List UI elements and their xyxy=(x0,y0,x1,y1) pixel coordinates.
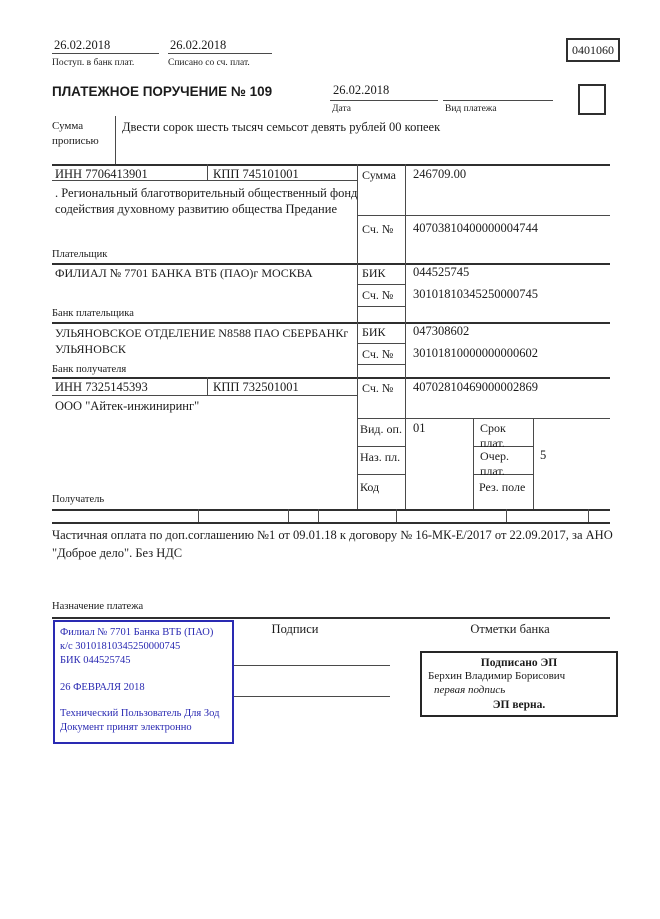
bank-stamp-bik: БИК 044525745 xyxy=(60,654,131,666)
grid-line-h xyxy=(357,418,610,419)
grid-line-h xyxy=(357,343,405,344)
payment-kind-label: Вид платежа xyxy=(445,104,497,114)
grid-line-h xyxy=(52,164,610,166)
operation-type-label: Вид. оп. xyxy=(360,422,402,436)
grid-line-h xyxy=(357,446,405,447)
grid-line-h xyxy=(357,215,610,216)
payer-inn: ИНН 7706413901 xyxy=(55,167,148,181)
payee-kpp: КПП 732501001 xyxy=(213,380,299,394)
payer-bank-account: 30101810345250000745 xyxy=(413,287,538,301)
payer-bank-label: Банк плательщика xyxy=(52,308,134,319)
bank-stamp-spacer xyxy=(60,694,227,707)
payment-kind-underline xyxy=(443,100,553,101)
payee-account-label: Сч. № xyxy=(362,381,394,395)
esign-signer-name: Берхин Владимир Борисович xyxy=(428,670,566,683)
payer-bank-account-label: Сч. № xyxy=(362,288,394,302)
payer-name: . Региональный благотворительный общественный фонд содействия духовному развитию общества Предание xyxy=(55,186,358,216)
priority-label: Очер. плат. xyxy=(480,449,510,478)
grid-line-v xyxy=(396,509,397,522)
signature-line-2 xyxy=(232,696,390,697)
grid-line-v xyxy=(207,164,208,180)
date-underline xyxy=(330,100,438,101)
grid-line-v xyxy=(198,509,199,522)
payee-label: Получатель xyxy=(52,494,105,505)
payee-bank-label: Банк получателя xyxy=(52,364,127,375)
esign-signature-kind: первая подпись xyxy=(434,684,506,697)
amount-value: 246709.00 xyxy=(413,167,467,181)
grid-line-v xyxy=(533,418,534,509)
amount-label: Сумма xyxy=(362,168,396,182)
bank-stamp-user: Технический Пользователь Для Зод xyxy=(60,708,220,720)
grid-line-v xyxy=(506,509,507,522)
received-date: 26.02.2018 xyxy=(54,38,111,52)
payment-term-label: Срок плат. xyxy=(480,421,506,450)
purpose-label: Назначение платежа xyxy=(52,601,144,612)
amount-words-value: Двести сорок шесть тысяч семьсот девять рублей 00 копеек xyxy=(122,120,441,134)
purpose-text: Частичная оплата по доп.соглашению №1 от 09.01.18 к договору № 16-МК-Е/2017 от 22.09.2017, за АНО "Доброе дело". Без НДС xyxy=(52,528,613,560)
bank-stamp xyxy=(53,620,234,744)
payee-bank-name: УЛЬЯНОВСКОЕ ОТДЕЛЕНИЕ N8588 ПАО СБЕРБАНКг УЛЬЯНОВСК xyxy=(55,326,349,357)
date-label: Дата xyxy=(332,104,351,114)
grid-line-h xyxy=(357,474,405,475)
form-code: 0401060 xyxy=(572,43,614,57)
payee-name: ООО "Айтек-инжиниринг" xyxy=(55,399,200,413)
payer-kpp: КПП 745101001 xyxy=(213,167,299,181)
form-code-box xyxy=(566,38,620,62)
grid-line-h xyxy=(52,322,610,324)
bank-stamp-branch: Филиал № 7701 Банка ВТБ (ПАО) xyxy=(60,627,214,638)
esign-stamp xyxy=(420,651,618,717)
grid-line-v xyxy=(318,509,319,522)
payer-bank-name: ФИЛИАЛ № 7701 БАНКА ВТБ (ПАО)г МОСКВА xyxy=(55,266,313,280)
grid-line-v xyxy=(405,164,406,509)
written-off-date-underline xyxy=(168,53,272,54)
payer-bank-bik: 044525745 xyxy=(413,265,470,279)
grid-line-h xyxy=(52,617,610,619)
payer-label: Плательщик xyxy=(52,249,108,260)
payer-account-label: Сч. № xyxy=(362,222,394,236)
grid-line-v xyxy=(207,377,208,395)
purpose-code-label: Наз. пл. xyxy=(360,450,401,464)
grid-line-v xyxy=(588,509,589,522)
payee-bank-account: 30101810000000000602 xyxy=(413,346,538,360)
signature-line-1 xyxy=(232,665,390,666)
payment-kind-box xyxy=(578,84,606,115)
bank-stamp-corr-account: к/с 30101810345250000745 xyxy=(60,640,181,652)
written-off-date-label: Списано со сч. плат. xyxy=(168,58,250,68)
payee-inn: ИНН 7325145393 xyxy=(55,380,148,394)
amount-words-label: Сумма прописью xyxy=(52,120,99,147)
grid-line-h xyxy=(52,263,610,265)
grid-line-h xyxy=(357,364,405,365)
grid-line-h xyxy=(52,377,610,379)
grid-line-h xyxy=(357,306,405,307)
priority-value: 5 xyxy=(540,448,547,462)
payer-bank-bik-label: БИК xyxy=(362,266,386,280)
received-date-underline xyxy=(52,53,159,54)
reserve-field-label: Рез. поле xyxy=(479,480,526,494)
written-off-date: 26.02.2018 xyxy=(170,38,227,52)
grid-line-h xyxy=(357,284,405,285)
payee-bank-bik-label: БИК xyxy=(362,325,386,339)
bank-stamp-date: 26 ФЕВРАЛЯ 2018 xyxy=(60,681,145,693)
code-label: Код xyxy=(360,480,380,494)
bank-marks-label: Отметки банка xyxy=(470,622,550,636)
amount-words-divider xyxy=(115,116,116,164)
grid-line-h xyxy=(52,509,610,511)
esign-validity: ЭП верна. xyxy=(492,698,546,711)
payee-bank-account-label: Сч. № xyxy=(362,347,394,361)
signatures-label: Подписи xyxy=(271,622,319,636)
bank-stamp-accepted: Документ принят электронно xyxy=(60,722,192,734)
operation-type-value: 01 xyxy=(413,421,426,435)
payer-account: 40703810400000004744 xyxy=(413,221,538,235)
grid-line-h xyxy=(52,522,610,524)
document-title: ПЛАТЕЖНОЕ ПОРУЧЕНИЕ № 109 xyxy=(52,84,273,99)
grid-line-v xyxy=(473,418,474,509)
bank-stamp-spacer xyxy=(60,668,227,681)
document-date: 26.02.2018 xyxy=(333,83,390,97)
payee-bank-bik: 047308602 xyxy=(413,324,470,338)
esign-title: Подписано ЭП xyxy=(480,657,558,669)
received-date-label: Поступ. в банк плат. xyxy=(52,58,135,68)
payee-account: 40702810469000002869 xyxy=(413,380,538,394)
grid-line-v xyxy=(288,509,289,522)
